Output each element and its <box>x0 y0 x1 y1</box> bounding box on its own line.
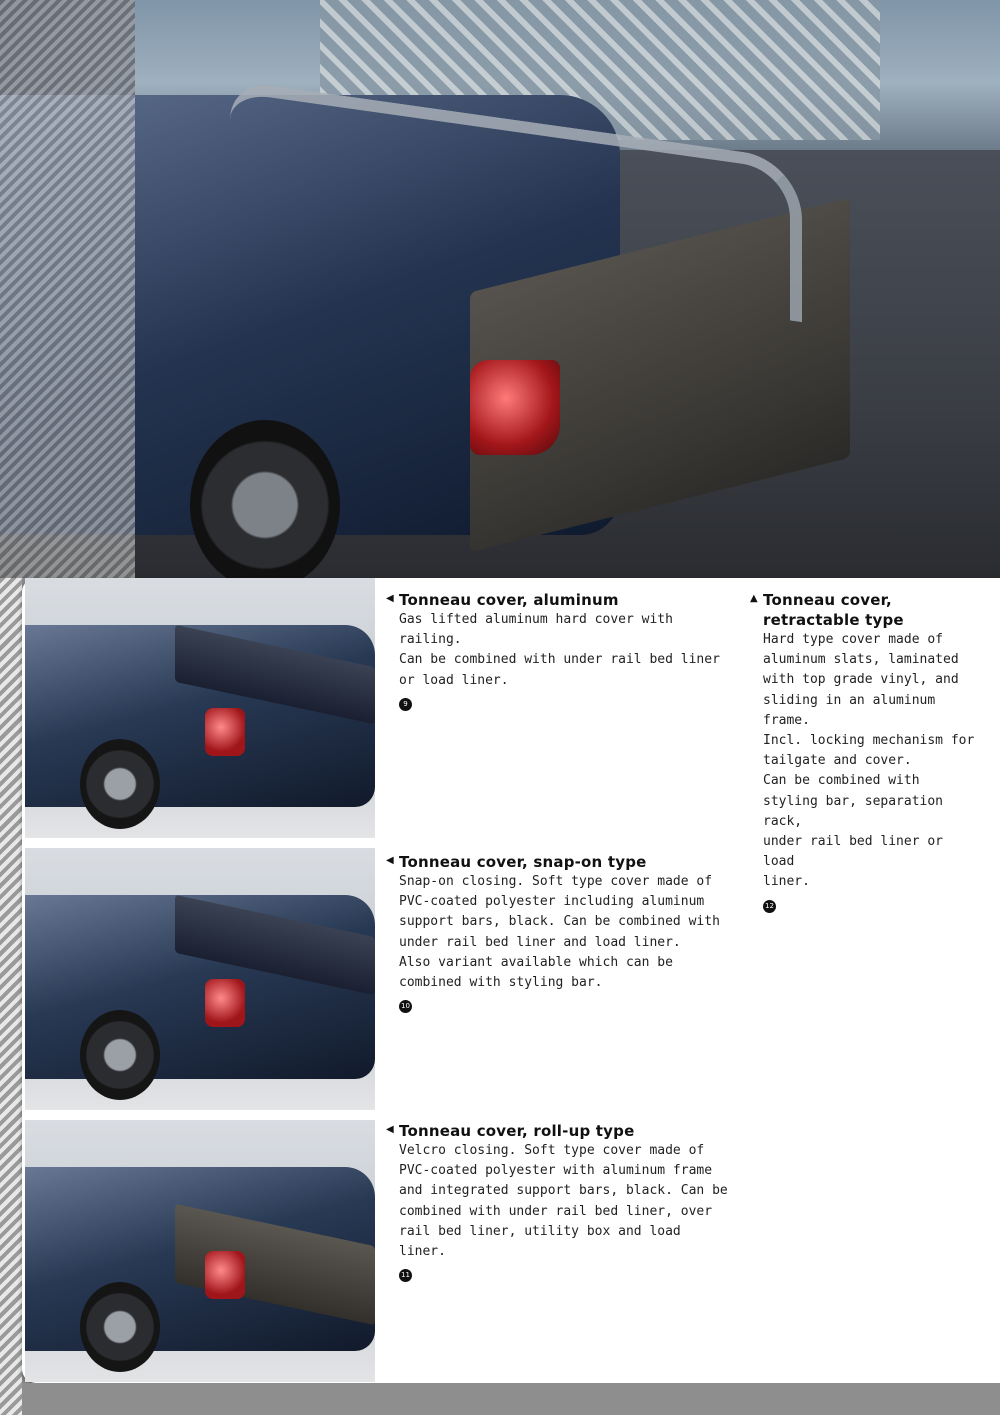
tail-light <box>205 979 245 1027</box>
tail-light <box>205 708 245 756</box>
product-number-badge: 10 <box>399 1000 412 1013</box>
product-photo-aluminum <box>25 578 375 838</box>
tail-light <box>205 1251 245 1299</box>
product-description: Snap-on closing. Soft type cover made of PVC-coated polyester including aluminum support bars, black. Can be combined with under rail bed liner and load liner. Also variant available which can be combined with styling bar. <box>399 874 720 991</box>
product-photo-roll-up <box>25 1120 375 1382</box>
product-description: Hard type cover made of aluminum slats, laminated with top grade vinyl, and sliding in an aluminum frame. Incl. locking mechanism for tailgate and cover. Can be combined with styling bar, separation rack, under rail bed liner or load liner. <box>763 632 975 890</box>
product-title: Tonneau cover, aluminum <box>399 591 619 609</box>
pointer-left-icon: ◀ <box>386 855 394 866</box>
hero-photo <box>0 0 1000 578</box>
pointer-left-icon: ◀ <box>386 1124 394 1135</box>
rear-wheel <box>80 739 160 829</box>
product-title: Tonneau cover, snap-on type <box>399 853 647 871</box>
product-item <box>386 590 729 711</box>
product-photo-snap-on <box>25 848 375 1110</box>
pointer-left-icon: ◀ <box>386 593 394 604</box>
product-item <box>386 1121 729 1282</box>
left-stripe-border <box>0 578 22 1415</box>
hero-stripe-pattern <box>0 0 135 578</box>
pointer-up-icon: ▲ <box>750 593 758 604</box>
tail-light <box>470 360 560 455</box>
product-item <box>386 852 729 1013</box>
rear-wheel <box>80 1282 160 1372</box>
product-title: Tonneau cover, retractable type <box>763 591 904 629</box>
bottom-bar <box>22 1383 1000 1415</box>
product-description: Gas lifted aluminum hard cover with railing. Can be combined with under rail bed liner or load liner. <box>399 612 720 688</box>
product-number-badge: 12 <box>763 900 776 913</box>
rear-wheel <box>190 420 340 578</box>
product-title: Tonneau cover, roll-up type <box>399 1122 635 1140</box>
rear-wheel <box>80 1010 160 1100</box>
product-number-badge: 9 <box>399 698 412 711</box>
product-description: Velcro closing. Soft type cover made of PVC-coated polyester with aluminum frame and integrated support bars, black. Can be combined with under rail bed liner, over rail bed liner, utility box and load liner. <box>399 1143 728 1260</box>
product-item <box>750 590 978 913</box>
product-number-badge: 11 <box>399 1269 412 1282</box>
